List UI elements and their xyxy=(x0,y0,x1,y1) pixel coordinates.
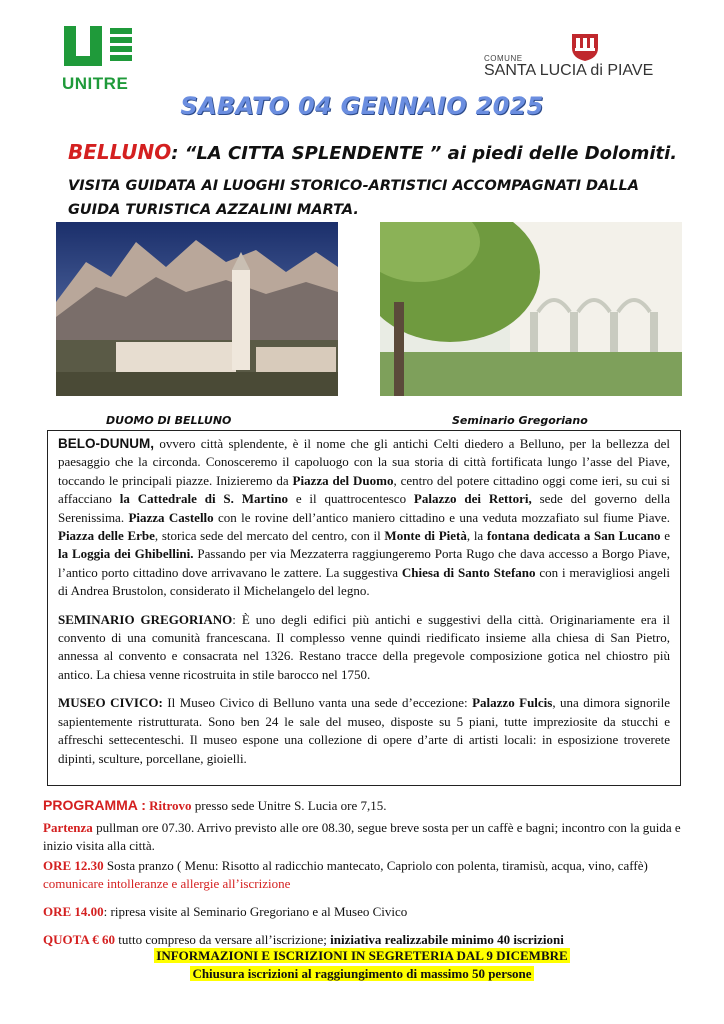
body-text: : È uno degli edifici più antichi e suggestivi della città. Originariamente era il convento di una comunità francescana. Il complesso venne quindi riedificato insieme alla chiesa di San Pietro, annessa al convento e consacrata nel 1326. Restano tracce della pregevole composizione gotica nel chiostro più antico. La chiesa venne ricostruita in stile barocco nel 1750. xyxy=(58,611,670,682)
emphasis-text: Piazza del Duomo xyxy=(292,472,394,488)
emphasis-text: SEMINARIO GREGORIANO xyxy=(58,611,233,627)
unitre-logo xyxy=(60,22,140,94)
comune-name xyxy=(484,62,653,80)
footer xyxy=(0,947,724,983)
seminario-caption: Seminario Gregoriano xyxy=(452,414,588,427)
programme-partenza xyxy=(43,819,683,855)
unitre-u-mark-icon xyxy=(64,26,108,66)
emphasis-text: MUSEO CIVICO: xyxy=(58,695,163,711)
comune-name-suffix: di PIAVE xyxy=(585,62,654,79)
emphasis-text: fontana dedicata a San Lucano xyxy=(486,528,661,544)
emphasis-text: Chiesa di Santo Stefano xyxy=(401,564,536,580)
headline-rest: : “LA CITTA SPLENDENTE ” ai piedi delle Dolomiti. xyxy=(171,143,678,164)
ritrovo-label: Ritrovo xyxy=(149,798,192,813)
ritrovo-text: presso sede Unitre S. Lucia ore 7,15. xyxy=(191,798,387,813)
pranzo-note: comunicare intolleranze e allergie all’iscrizione xyxy=(43,876,291,891)
event-date: SABATO 04 GENNAIO 2025 xyxy=(180,92,544,120)
emphasis-text: Piazza delle Erbe xyxy=(58,528,155,544)
footer-closing-info: Chiusura iscrizioni al raggiungimento di massimo 50 persone xyxy=(192,966,532,981)
body-text: , storica sede del mercato del centro, con il xyxy=(154,528,385,544)
comune-label: COMUNE xyxy=(484,54,523,63)
headline-city: BELLUNO xyxy=(68,140,172,164)
body-text: , la xyxy=(466,528,487,544)
headline xyxy=(68,140,677,164)
footer-registration-info: INFORMAZIONI E ISCRIZIONI IN SEGRETERIA DAL 9 DICEMBRE xyxy=(156,948,568,963)
programme xyxy=(43,796,683,953)
body-text: Il Museo Civico di Belluno vanta una sede d’eccezione: xyxy=(162,695,473,711)
ripresa-text: : ripresa visite al Seminario Gregoriano e al Museo Civico xyxy=(103,904,408,919)
belluno-description xyxy=(58,435,670,601)
info-box xyxy=(47,430,681,786)
programme-ritrovo xyxy=(43,796,683,815)
body-text: , centro del potere cittadino oggi come ieri, su cui si affacciano xyxy=(58,472,670,507)
emphasis-text: Piazza Castello xyxy=(128,509,214,525)
partenza-text: pullman ore 07.30. Arrivo previsto alle ore 08.30, segue breve sosta per un caffè e bagni; incontro con la guida e inizio visita alla città. xyxy=(43,820,681,853)
unitre-logo-text: UNITRE xyxy=(62,74,129,93)
body-text: ovvero città splendente, è il nome che gli antichi Celti diedero a Belluno, per la bellezza del paesaggio che la circonda. Conosceremo il capoluogo con la sua storia di città fortificata lungo l’asse del Piave, toccando le principali piazze. Inizieremo da xyxy=(58,436,670,488)
quota-note: iniziativa realizzabile minimo 40 iscrizioni xyxy=(330,932,564,947)
comune-name-main: SANTA LUCIA xyxy=(484,62,586,79)
emphasis-text: Palazzo Fulcis xyxy=(472,695,553,711)
quota-label: QUOTA € 60 xyxy=(43,932,115,947)
programme-pranzo xyxy=(43,857,683,893)
programme-heading: PROGRAMMA : xyxy=(43,797,146,813)
pranzo-text: Sosta pranzo ( Menu: Risotto al radicchio mantecato, Capriolo con polenta, tiramisù, acqua, vino, caffè) xyxy=(103,858,648,873)
emphasis-text: Monte di Pietà xyxy=(384,528,467,544)
duomo-photo xyxy=(56,222,338,396)
body-text: con i meravigliosi angeli di Andrea Brustolon, considerato il Michelangelo del legno. xyxy=(58,564,671,599)
seminario-photo xyxy=(380,222,682,396)
emphasis-text: BELO-DUNUM, xyxy=(58,436,154,451)
programme-ripresa xyxy=(43,903,683,921)
emphasis-text: Palazzo dei Rettori, xyxy=(413,491,532,507)
body-text: e xyxy=(660,528,671,544)
comune-logo xyxy=(478,32,698,92)
body-text: sede del governo della Serenissima. xyxy=(58,491,671,525)
ripresa-label: ORE 14.00 xyxy=(43,904,104,919)
seminario-description xyxy=(58,611,670,685)
museo-description xyxy=(58,694,670,768)
subtitle: VISITA GUIDATA AI LUOGHI STORICO-ARTISTICI ACCOMPAGNATI DALLA GUIDA TURISTICA AZZALINI MARTA. xyxy=(68,178,639,218)
body-text: con le rovine dell’antico maniero cittadino e una veduta mozzafiato sul fiume Piave. xyxy=(213,509,670,525)
body-text: , una dimora signorile sapientemente ristrutturata. Sono ben 24 le sale del museo, disposte su 5 piani, tutte impreziosite da stucchi e affreschi settecenteschi. Il museo espone una collezione di opere d’arte di artisti locali: in esposizione troverete dipinti, sculture, porcellane, gioielli. xyxy=(58,695,670,766)
partenza-label: Partenza xyxy=(43,820,93,835)
crest-icon xyxy=(570,32,600,62)
duomo-caption: DUOMO DI BELLUNO xyxy=(106,414,232,427)
emphasis-text: la Cattedrale di S. Martino xyxy=(119,491,288,507)
body-text: e il quattrocentesco xyxy=(287,491,414,507)
pranzo-label: ORE 12.30 xyxy=(43,858,104,873)
body-text: Passando per via Mezzaterra raggiungeremo Porta Rugo che dava accesso a Borgo Piave, l’antico porto cittadino dove arrivavano le zattere. La suggestiva xyxy=(58,546,670,580)
quota-text: tutto compreso da versare all’iscrizione; xyxy=(115,932,331,947)
emphasis-text: la Loggia dei Ghibellini. xyxy=(58,546,194,562)
